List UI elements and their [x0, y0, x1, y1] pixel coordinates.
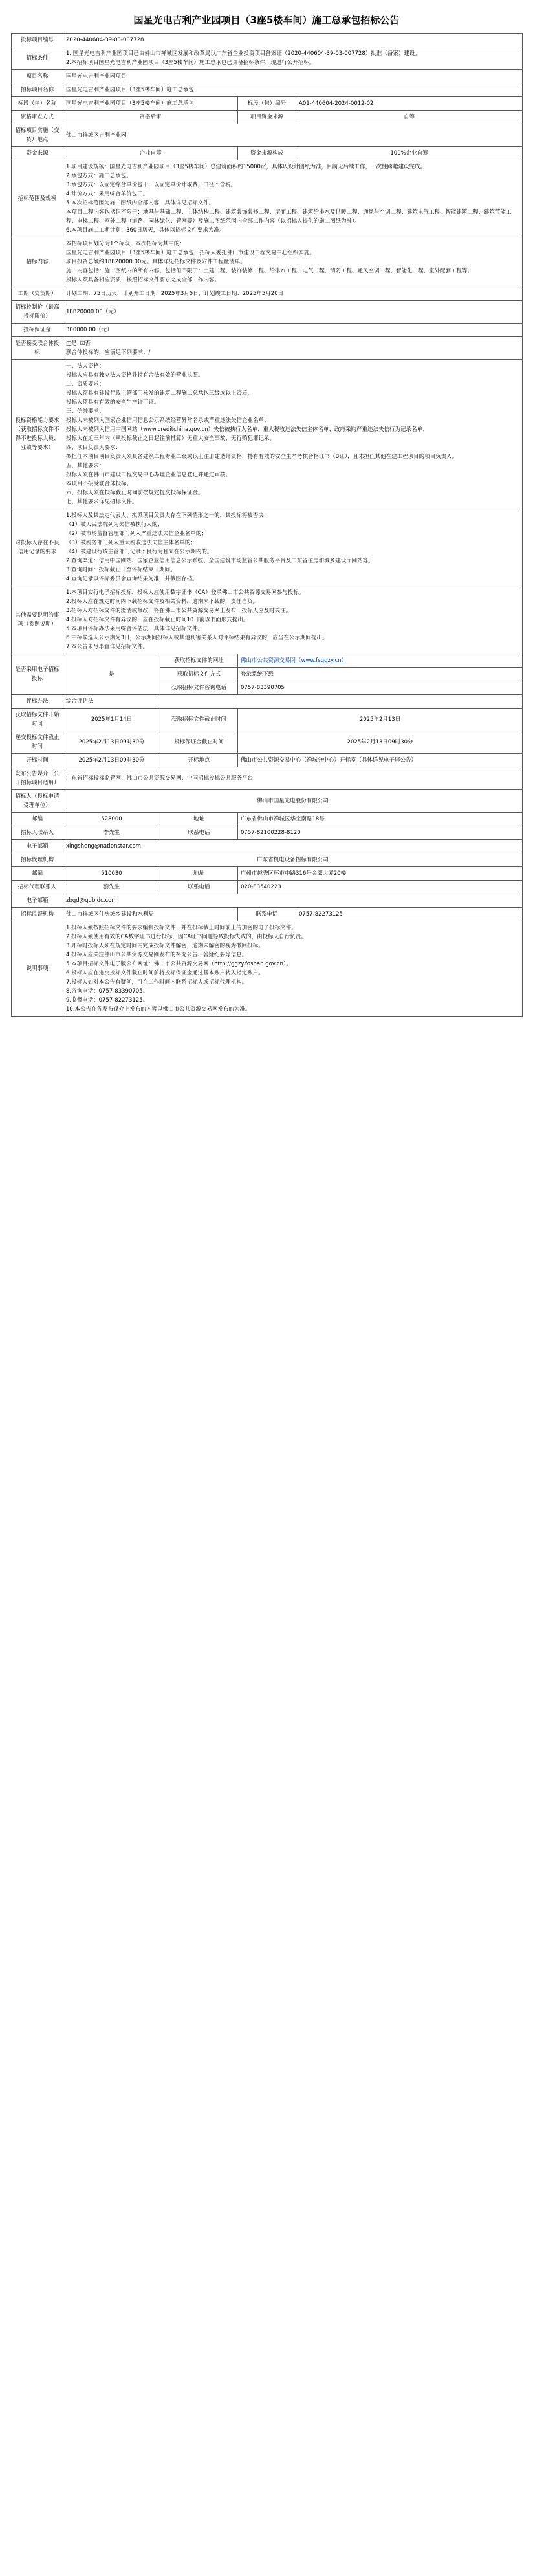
row-supervisor — [12, 908, 523, 921]
scope-line: 5.本次招标范围为施工图纸内全部内容，具体详见招标文件。 — [66, 200, 215, 206]
credit-text — [63, 509, 523, 586]
tenderer-zip-label: 邮编 — [12, 813, 63, 826]
row-evaluation — [12, 695, 523, 709]
credit-line: 1.投标人及其法定代表人、拟派项目负责人存在下列情形之一的，其投标将被否决： — [66, 512, 270, 519]
doc-start-value: 2025年1月14日 — [63, 709, 160, 731]
notes-line: 2.投标人须使用有效的CA数字证书进行投标，因CA证书问题导致投标失败的，由投标人自行负责。 — [66, 934, 307, 940]
reference-text — [63, 586, 523, 654]
content-line: 施工内容包括：施工图纸内的所有内容，包括但不限于：土建工程、装饰装修工程、给排水工程、电气工程、消防工程、通风空调工程、智能化工程、室外配套工程等。 — [66, 268, 473, 274]
approval-value: 资格后审 — [63, 111, 238, 124]
agency-zip-value: 510030 — [63, 867, 160, 881]
row-submit-time — [12, 731, 523, 754]
row-agency — [12, 853, 523, 867]
qualification-line: 五、其他要求： — [66, 463, 105, 469]
credit-line: （2）被市场监督管理部门列入严重违法失信企业名单的； — [66, 531, 207, 537]
qualification-line: 四、项目负责人要求： — [66, 445, 122, 451]
reference-line: 5.本项目评标办法采用综合评估法，具体详见招标文件。 — [66, 626, 204, 632]
qualification-line: 投标人在近三年内（从投标截止之日起往前推算）无重大安全事故、无行贿犯罪记录。 — [66, 435, 276, 442]
doc-start-label: 获取招标文件开始时间 — [12, 709, 63, 731]
tender-conditions-line: 2.本招标项目国星光电吉利产业园项目（3座5楼车间）施工总承包已具备招标条件，现进行公开招标。 — [66, 60, 315, 66]
agency-addr-value: 广州市越秀区环市中路316号金鹰大厦20楼 — [238, 867, 523, 881]
scope-line: 本项目工程内容包括但不限于：地基与基础工程、主体结构工程、建筑装饰装修工程、屋面工程、建筑给排水及供暖工程、通风与空调工程、建筑电气工程、智能建筑工程、建筑节能工程、电梯工程、室外工程（道路、园林绿化、管网等）及施工图纸范围内全部工作内容（以招标人提供的施工图纸为准）。 — [66, 209, 512, 225]
row-tenderer-addr — [12, 813, 523, 826]
qualification-label: 投标资格能力要求（获取招标文件不得不进投标人员、业绩等要求） — [12, 360, 63, 509]
scope-label: 招标范围及规模 — [12, 160, 63, 237]
tenderer-contact-label: 招标人联系人 — [12, 826, 63, 840]
row-credit — [12, 509, 523, 586]
row-section — [12, 97, 523, 111]
duration-label: 工期（交货期） — [12, 287, 63, 301]
row-scope — [12, 160, 523, 237]
deposit-value: 300000.00（元） — [63, 324, 523, 337]
row-location — [12, 124, 523, 147]
row-funding — [12, 147, 523, 160]
funding-ratio-value: 100%企业自筹 — [296, 147, 523, 160]
approval-label: 资格审查方式 — [12, 111, 63, 124]
tender-conditions-line: 1. 国星光电吉利产业园项目已由佛山市禅城区发展和改革局以广东省企业投资项目备案证（2020-440604-39-03-007728）批准（备案）建设。 — [66, 50, 420, 57]
row-project-name — [12, 70, 523, 83]
row-electronic — [12, 654, 523, 668]
deposit-label: 投标保证金 — [12, 324, 63, 337]
source-value: 自筹 — [296, 111, 523, 124]
credit-line: （4）被建设行政主管部门记录不良行为且尚在公示期内的。 — [66, 549, 213, 555]
tenderer-addr-value: 广东省佛山市禅城区华宝南路18号 — [238, 813, 523, 826]
doc-method-value: 登录系统下载 — [238, 668, 523, 681]
credit-line: （1）被人民法院列为失信被执行人的； — [66, 522, 163, 528]
tenderer-email-value: xingsheng@nationstar.com — [63, 840, 523, 853]
location-value: 佛山市禅城区吉利产业园 — [63, 124, 523, 147]
scope-line: 6.本项目施工工期计划：360日历天，具体以招标文件要求为准。 — [66, 227, 225, 234]
content-line: 投标人须具备相应资质，按照招标文件要求完成全部工作内容。 — [66, 277, 221, 283]
notice-table — [11, 33, 523, 1017]
doc-method-label: 获取招标文件方式 — [160, 668, 238, 681]
content-label: 招标内容 — [12, 237, 63, 287]
row-reference — [12, 586, 523, 654]
budget-value: 18820000.00（元） — [63, 301, 523, 324]
credit-label: 对投标人存在不良信用记录的要求 — [12, 509, 63, 586]
electronic-label: 是否采用电子招标投标 — [12, 654, 63, 695]
location-label: 招标项目实施（交货）地点 — [12, 124, 63, 147]
qualification-line: 六、投标人须在投标截止时间前按规定提交投标保证金。 — [66, 490, 204, 496]
project-code-value: 2020-440604-39-03-007728 — [63, 34, 523, 47]
row-agency-contact — [12, 881, 523, 894]
place-label: 开标地点 — [160, 754, 238, 767]
row-approval — [12, 111, 523, 124]
row-tender-conditions — [12, 47, 523, 70]
doc-end-value: 2025年2月13日 — [238, 709, 523, 731]
tender-conditions-label: 招标条件 — [12, 47, 63, 70]
media-label: 发布公告媒介（公开招标项目适用） — [12, 767, 63, 790]
scope-text — [63, 160, 523, 237]
project-name-value: 国星光电吉利产业园项目 — [63, 70, 523, 83]
row-tenderer-contact — [12, 826, 523, 840]
tenderer-tel-value: 0757-82100228-8120 — [238, 826, 523, 840]
supervisor-label: 招标监督机构 — [12, 908, 63, 921]
open-label: 开标时间 — [12, 754, 63, 767]
notes-line: 3.开标时投标人须在规定时间内完成投标文件解密，逾期未解密的视为撤回投标。 — [66, 943, 264, 949]
row-notes — [12, 921, 523, 1017]
tenderer-contact-value: 李先生 — [63, 826, 160, 840]
reference-line: 4.投标人对招标文件有异议的，应在投标截止时间10日前以书面形式提出。 — [66, 617, 249, 623]
notice-page — [11, 0, 522, 1017]
submit-label: 递交投标文件截止时间 — [12, 731, 63, 754]
deposit-deadline-label: 投标保证金截止时间 — [160, 731, 238, 754]
section-value: 国星光电吉利产业园项目（3座5楼车间）施工总承包 — [63, 97, 238, 111]
notes-line: 5.本项目招标文件电子版公布网址：佛山市公共资源交易网（http://ggzy.foshan.gov.cn）。 — [66, 961, 292, 967]
electronic-value: 是 — [63, 654, 160, 695]
agency-tel-label: 联系电话 — [160, 881, 238, 894]
agency-tel-value: 020-83540223 — [238, 881, 523, 894]
content-line: 国星光电吉利产业园项目（3座5楼车间）施工总承包，招标人委托佛山市建设工程交易中心组织实施。 — [66, 250, 315, 256]
credit-line: 2.查询渠道：信用中国网站、国家企业信用信息公示系统、全国建筑市场监管公共服务平台及广东省住房和城乡建设厅网站等。 — [66, 558, 374, 564]
scope-line: 3.承包方式：以固定综合单价包干，以固定单价计取费，口径不含税。 — [66, 182, 237, 188]
supervisor-tel-label: 联系电话 — [238, 908, 296, 921]
consortium-text — [63, 337, 523, 360]
tenderer-title: 招标人（投标申请受理单位） — [12, 790, 63, 813]
tender-name-value: 国星光电吉利产业园项目（3座5楼车间）施工总承包 — [63, 83, 523, 97]
section-label: 标段（包）名称 — [12, 97, 63, 111]
agency-email-value: zbgd@gdbidc.com — [63, 894, 523, 908]
evaluation-value: 综合评估法 — [63, 695, 523, 709]
qualification-line: 投标人未被列入信用中国网站（www.creditchina.gov.cn）失信被执行人名单、重大税收违法失信主体名单、政府采购严重违法失信行为记录名单； — [66, 426, 428, 433]
page-title: 国星光电吉利产业园项目（3座5楼车间）施工总承包招标公告 — [133, 14, 400, 26]
tenderer-addr-label: 地址 — [160, 813, 238, 826]
row-agency-addr — [12, 867, 523, 881]
open-value: 2025年2月13日09时30分 — [63, 754, 160, 767]
qualification-line: 七、其他要求详见招标文件。 — [66, 499, 138, 505]
notes-line: 6.投标人应在递交投标文件截止时间前将投标保证金通过基本账户转入指定账户。 — [66, 970, 264, 976]
consortium-label: 是否接受联合体投标 — [12, 337, 63, 360]
qualification-line: 投标人未被列入国家企业信用信息公示系统经营异常名录或严重违法失信企业名单； — [66, 417, 270, 424]
agency-title: 招标代理机构 — [12, 853, 63, 867]
duration-value: 计划工期：75日历天，计划开工日期：2025年3月5日，计划竣工日期：2025年5月20日 — [63, 287, 523, 301]
row-consortium — [12, 337, 523, 360]
tender-conditions-text — [63, 47, 523, 70]
qualification-line: 三、信誉要求： — [66, 408, 105, 415]
agency-contact-value: 黎先生 — [63, 881, 160, 894]
notes-line: 8.咨询电话：0757-83390705。 — [66, 988, 149, 995]
qualification-line: 投标人须在佛山市建设工程交易中心办理企业信息登记并通过审核。 — [66, 472, 232, 478]
credit-line: 3.查询时间：投标截止日至评标结束日期间。 — [66, 567, 176, 573]
reference-line: 2.投标人应在规定时间内下载招标文件及相关资料，逾期未下载的，责任自负。 — [66, 599, 259, 605]
agency-email-label: 电子邮箱 — [12, 894, 63, 908]
credit-line: 4.查询记录以评标委员会查询结果为准，并截图存档。 — [66, 576, 198, 582]
doc-contact-label: 获取招标文件咨询电话 — [160, 681, 238, 695]
agency-name: 广东省机电设备招标有限公司 — [63, 853, 523, 867]
row-project-code — [12, 34, 523, 47]
agency-contact-label: 招标代理联系人 — [12, 881, 63, 894]
qualification-line: 本项目不接受联合体投标。 — [66, 481, 133, 487]
section-code-label: 标段（包）编号 — [238, 97, 296, 111]
notes-line: 7.投标人如对本公告有疑问，可在工作时间内联系招标人或招标代理机构。 — [66, 979, 248, 985]
reference-line: 7.本公告未尽事宜详见招标文件。 — [66, 644, 149, 650]
reference-line: 1.本项目实行电子招标投标，投标人应使用数字证书（CA）登录佛山市公共资源交易网参与投标。 — [66, 589, 305, 596]
funding-label: 资金来源 — [12, 147, 63, 160]
place-value: 佛山市公共资源交易中心（禅城分中心）开标室（具体详见电子屏公告） — [238, 754, 523, 767]
deposit-deadline-value: 2025年2月13日09时30分 — [238, 731, 523, 754]
reference-line: 3.招标人对招标文件的澄清或修改，将在佛山市公共资源交易网上发布，投标人应及时关注。 — [66, 608, 292, 614]
media-value: 广东省招标投标监管网、佛山市公共资源交易网、中国招标投标公共服务平台 — [63, 767, 523, 790]
qualification-line: 投标人须具有建设行政主管部门核发的建筑工程施工总承包三级或以上资质， — [66, 390, 254, 397]
consortium-note: 联合体投标的，应满足下列要求：/ — [66, 349, 151, 356]
platform-value[interactable]: 佛山市公共资源交易网（www.fsggzy.cn） — [238, 654, 523, 668]
tenderer-tel-label: 联系电话 — [160, 826, 238, 840]
qualification-line: 投标人须具有有效的安全生产许可证。 — [66, 399, 160, 406]
row-tenderer — [12, 790, 523, 813]
credit-line: （3）被税务部门列入重大税收违法失信主体名单的； — [66, 540, 196, 546]
notes-line: 10.本公告在各发布媒介上发布的内容以佛山市公共资源交易网发布的为准。 — [66, 1006, 251, 1013]
evaluation-label: 评标办法 — [12, 695, 63, 709]
notes-line: 4.投标人应关注佛山市公共资源交易网发布的补充公告、答疑纪要等信息。 — [66, 952, 248, 958]
submit-value: 2025年2月13日09时30分 — [63, 731, 160, 754]
tenderer-email-label: 电子邮箱 — [12, 840, 63, 853]
agency-zip-label: 邮编 — [12, 867, 63, 881]
row-deposit — [12, 324, 523, 337]
tenderer-name: 佛山市国星光电股份有限公司 — [63, 790, 523, 813]
doc-end-label: 获取招标文件截止时间 — [160, 709, 238, 731]
notes-line: 9.监督电话：0757-82273125。 — [66, 997, 149, 1004]
row-qualification — [12, 360, 523, 509]
row-agency-email — [12, 894, 523, 908]
row-open — [12, 754, 523, 767]
tenderer-zip-value: 528000 — [63, 813, 160, 826]
row-doc-time — [12, 709, 523, 731]
row-media — [12, 767, 523, 790]
agency-addr-label: 地址 — [160, 867, 238, 881]
row-budget — [12, 301, 523, 324]
budget-label: 招标控制价（最高投标限价） — [12, 301, 63, 324]
supervisor-tel-value: 0757-82273125 — [296, 908, 523, 921]
source-label: 项目资金来源 — [238, 111, 296, 124]
scope-line: 1.项目建设规模：国星光电吉利产业园项目（3座5楼车间）总建筑面积约15000㎡，具体以设计图纸为准，目前无后续工作，一次性跨越建设完成。 — [66, 164, 426, 170]
notes-line: 1.投标人须按照招标文件的要求编制投标文件，并在投标截止时间前上传加密的电子投标文件。 — [66, 925, 297, 931]
content-line: 项目投资总额约18820000.00元。具体详见招标文件及附件工程量清单。 — [66, 259, 246, 265]
content-line: 本招标项目划分为1个标段，本次招标为其中的： — [66, 241, 185, 247]
notes-label: 说明事项 — [12, 921, 63, 1017]
consortium-value: □是 ☑否 — [66, 340, 91, 347]
row-tenderer-email — [12, 840, 523, 853]
platform-label: 获取招标文件的网址 — [160, 654, 238, 668]
scope-line: 4.计价方式：采用综合单价包干。 — [66, 191, 149, 197]
doc-contact-value: 0757-83390705 — [238, 681, 523, 695]
content-text — [63, 237, 523, 287]
supervisor-name: 佛山市禅城区住房城乡建设和水利局 — [63, 908, 238, 921]
reference-line: 6.中标候选人公示期为3日，公示期间投标人或其他利害关系人对评标结果有异议的，应当在公示期间提出。 — [66, 635, 328, 641]
funding-enterprise: 企业自筹 — [63, 147, 238, 160]
notes-text — [63, 921, 523, 1017]
qualification-line: 二、资质要求： — [66, 381, 105, 388]
qualification-line: 投标人应具有独立法人资格并持有合法有效的营业执照。 — [66, 372, 204, 379]
qualification-line: 一、法人资格： — [66, 363, 105, 369]
qualification-line: 拟担任本项目项目负责人须具备建筑工程专业二级或以上注册建造师资格，持有有效的安全生产考核合格证书（B证），且未担任其他在建工程项目的项目负责人。 — [66, 454, 458, 460]
tender-name-label: 招标项目名称 — [12, 83, 63, 97]
funding-ratio-label: 资金来源构成 — [238, 147, 296, 160]
row-tender-name — [12, 83, 523, 97]
reference-label: 其他需要说明的事项（参照说明） — [12, 586, 63, 654]
row-content — [12, 237, 523, 287]
project-name-label: 项目名称 — [12, 70, 63, 83]
project-code-label: 投标项目编号 — [12, 34, 63, 47]
section-code-value: A01-440604-2024-0012-02 — [296, 97, 523, 111]
row-duration — [12, 287, 523, 301]
qualification-text — [63, 360, 523, 509]
scope-line: 2.承包方式：施工总承包。 — [66, 173, 132, 179]
